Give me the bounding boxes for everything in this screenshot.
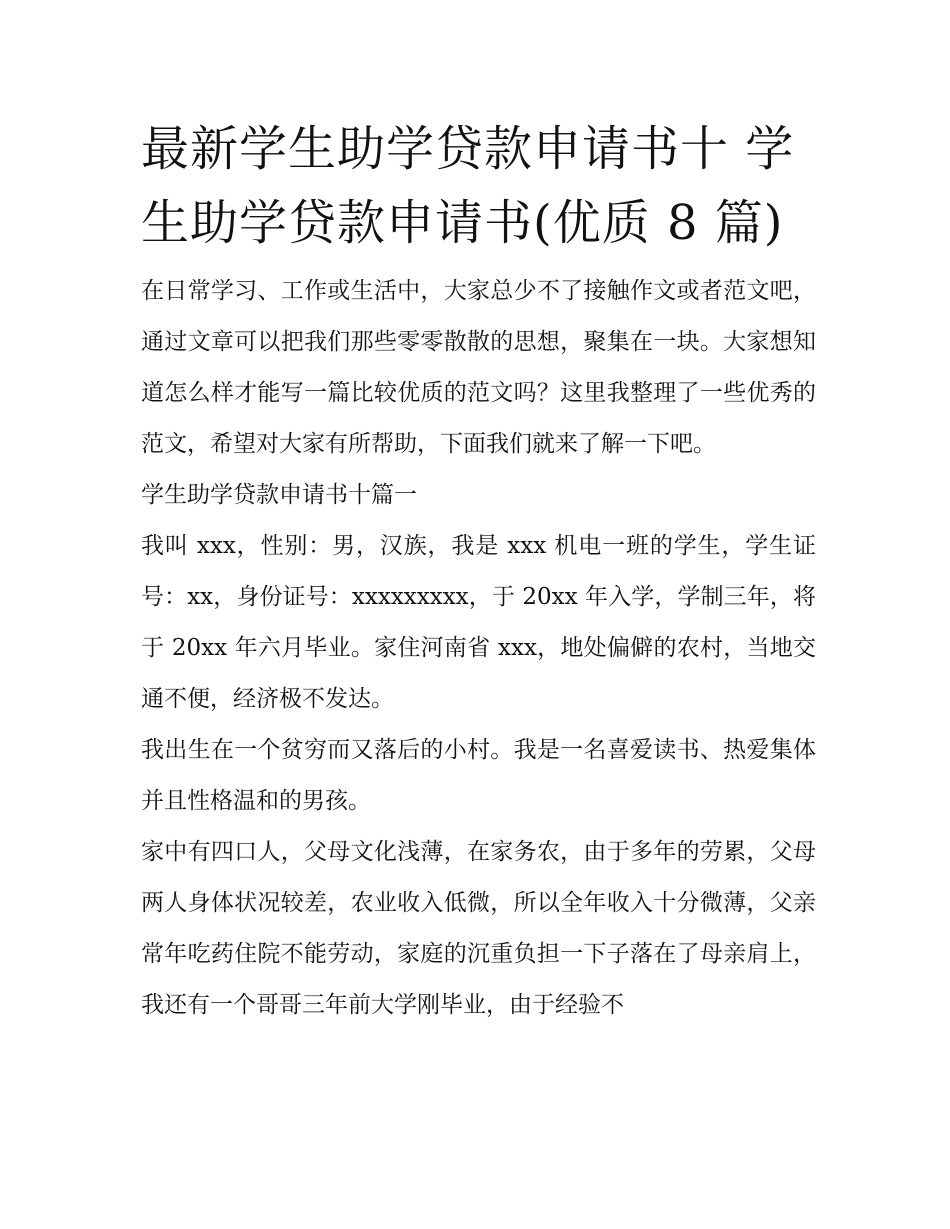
document-title: 最新学生助学贷款申请书十 学生助学贷款申请书(优质 8 篇): [141, 121, 795, 251]
body-paragraph: 我叫 xxx，性别：男，汉族，我是 xxx 机电一班的学生，学生证号：xx，身份证号：xxxxxxxxx，于 20xx 年入学，学制三年，将于 20xx 年六月毕业。家住河南省 xxx，地处偏僻的农村，当地交通不便，经济极不发达。: [141, 533, 816, 712]
section-heading: 学生助学贷款申请书十篇一: [141, 482, 417, 508]
document-page: [141, 112, 816, 1031]
document-body: [141, 266, 816, 1031]
body-paragraph: 家中有四口人，父母文化浅薄，在家务农，由于多年的劳累，父母两人身体状况较差，农业收入低微，所以全年收入十分微薄，父亲常年吃药住院不能劳动，家庭的沉重负担一下子落在了母亲肩上，我还有一个哥哥三年前大学刚毕业，由于经验不: [141, 839, 816, 1018]
body-paragraph: 我出生在一个贫穷而又落后的小村。我是一名喜爱读书、热爱集体并且性格温和的男孩。: [141, 737, 816, 814]
intro-paragraph: 在日常学习、工作或生活中，大家总少不了接触作文或者范文吧，通过文章可以把我们那些零零散散的思想，聚集在一块。大家想知道怎么样才能写一篇比较优质的范文吗？这里我整理了一些优秀的范文，希望对大家有所帮助，下面我们就来了解一下吧。: [141, 278, 816, 457]
